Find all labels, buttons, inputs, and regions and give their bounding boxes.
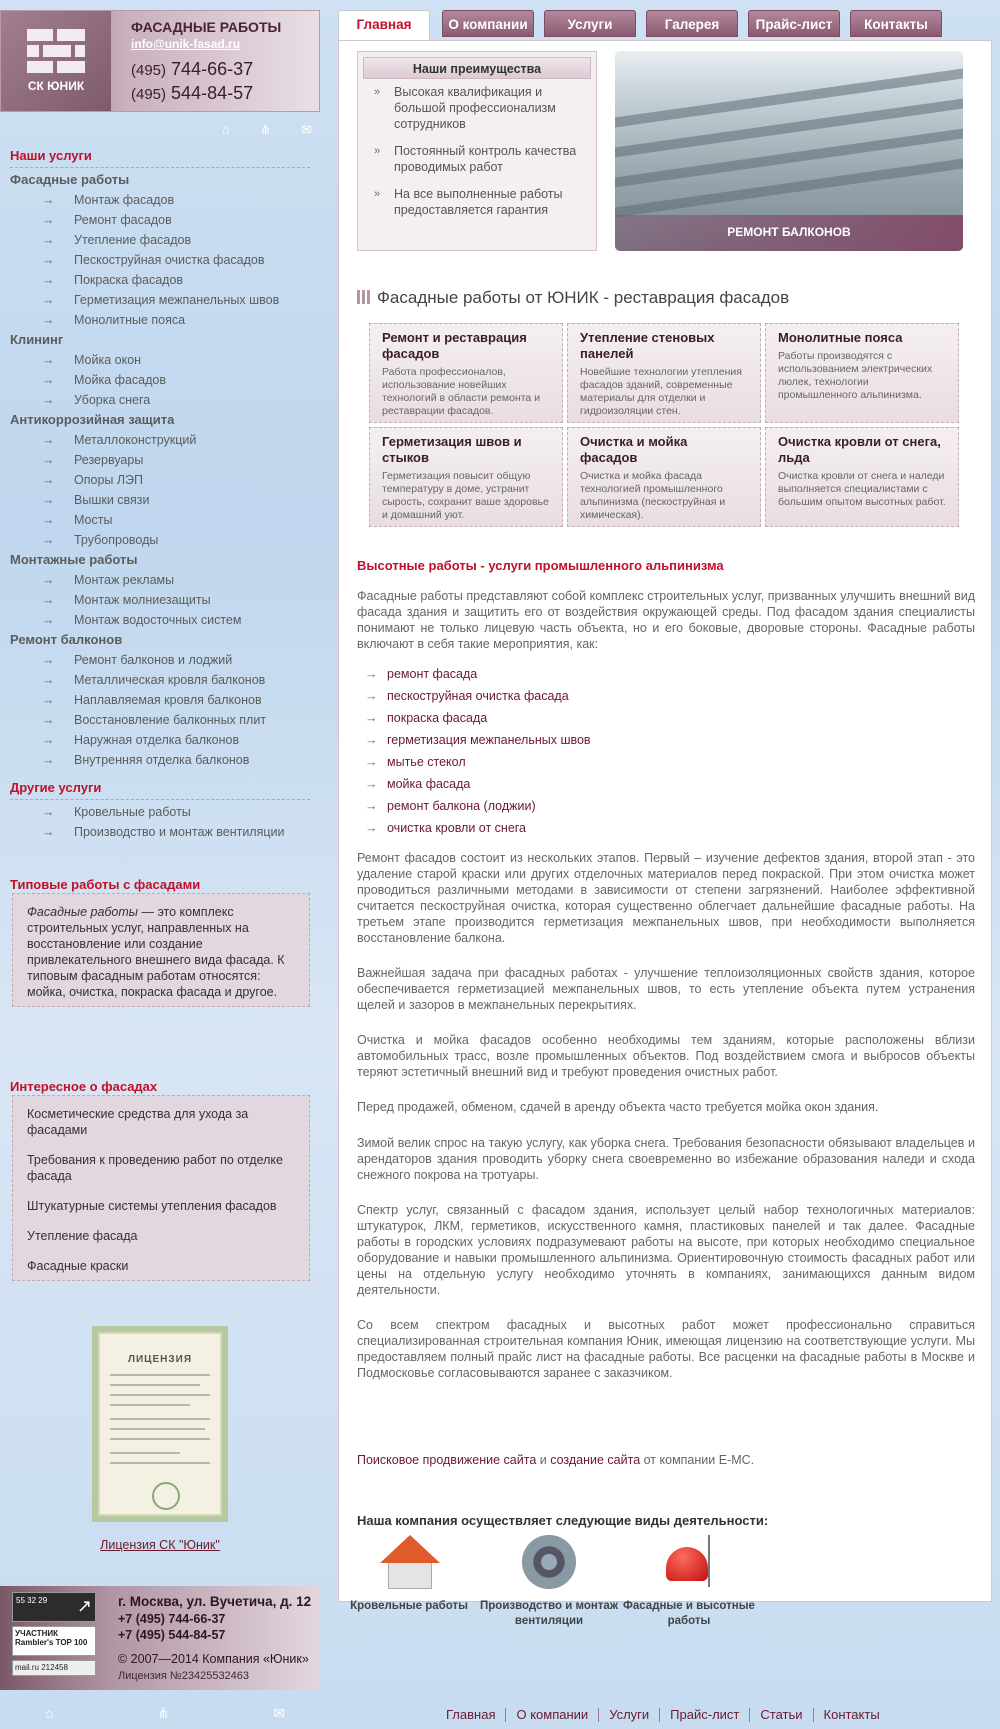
fan-icon: [514, 1535, 584, 1591]
menu-item[interactable]: [10, 230, 310, 250]
rambler-counter[interactable]: УЧАСТНИК Rambler's TOP 100: [12, 1626, 96, 1656]
page-title: Фасадные работы от ЮНИК - реставрация фасадов: [357, 288, 789, 308]
license-link[interactable]: Лицензия СК "Юник": [100, 1538, 220, 1552]
service-link[interactable]: герметизация межпанельных швов: [387, 733, 591, 747]
paragraph: Перед продажей, обменом, сдачей в аренду объекта часто требуется мойка окон здания.: [357, 1100, 879, 1114]
mailru-counter[interactable]: mail.ru 212458: [12, 1660, 96, 1676]
menu-item[interactable]: [10, 650, 310, 670]
article-link[interactable]: Требования к проведению работ по отделке фасада: [27, 1153, 283, 1183]
menu-item[interactable]: [10, 190, 310, 210]
menu-item-label: Резервуары: [74, 453, 144, 467]
interesting-title: Интересное о фасадах: [10, 1079, 158, 1094]
arrow-right-icon: →: [42, 513, 55, 527]
double-arrow-icon: »: [374, 145, 381, 157]
main-content: [338, 40, 992, 1627]
advantages-title: Наши преимущества: [363, 57, 591, 79]
paragraph: Зимой велик спрос на такую услугу, как уборка снега. Требования безопасности обязывают владельцев и арендаторов здания проводить уборку снега своевременно во избежание образования наледи и схода снежного покрова на тротуары.: [357, 1136, 975, 1182]
arrow-right-icon: →: [42, 253, 55, 267]
services-link-list: [357, 663, 757, 839]
service-card[interactable]: [567, 323, 761, 423]
advantage-text: Высокая квалификация и большой профессионализм сотрудников: [394, 85, 556, 131]
sitemap-icon[interactable]: ⋔: [260, 122, 271, 137]
phone-1: (495) 744-66-37: [131, 59, 254, 79]
menu-item-label: Монтаж молниезащиты: [74, 593, 211, 607]
list-item: [357, 773, 757, 795]
menu-item-label: Монтаж рекламы: [74, 573, 175, 587]
license-image[interactable]: [92, 1326, 228, 1522]
menu-item[interactable]: [10, 590, 310, 610]
footer-phone-1: +7 (495) 744-66-37: [118, 1612, 226, 1626]
menu-item-label: Мойка фасадов: [74, 373, 166, 387]
house-roof-icon: [374, 1535, 444, 1591]
menu-item[interactable]: [10, 690, 310, 710]
article-link[interactable]: Фасадные краски: [27, 1259, 129, 1273]
menu-item-label: Уборка снега: [74, 393, 151, 407]
service-card[interactable]: [369, 427, 563, 527]
arrow-right-icon: →: [42, 693, 55, 707]
footer-nav-link[interactable]: Статьи: [750, 1708, 813, 1722]
footer-phone-2: +7 (495) 544-84-57: [118, 1628, 226, 1642]
arrow-right-icon: →: [365, 689, 378, 703]
menu-item[interactable]: [10, 490, 310, 510]
service-card[interactable]: [369, 323, 563, 423]
article-link[interactable]: Утепление фасада: [27, 1229, 138, 1243]
menu-item[interactable]: [10, 350, 310, 370]
list-item: [357, 707, 757, 729]
service-card-title: Утепление стеновых панелей: [580, 330, 715, 361]
menu-item-label: Мосты: [74, 513, 113, 527]
services-menu: [10, 170, 310, 770]
arrow-right-icon: →: [42, 353, 55, 367]
service-link[interactable]: мытье стекол: [387, 755, 466, 769]
arrow-right-icon: →: [42, 433, 55, 447]
main-nav: [338, 10, 992, 40]
menu-item-label: Утепление фасадов: [74, 233, 192, 247]
arrow-right-icon: →: [42, 193, 55, 207]
menu-item-label: Металлоконструкций: [74, 433, 197, 447]
arrow-right-icon: →: [42, 673, 55, 687]
menu-item[interactable]: [10, 470, 310, 490]
footer-nav-link[interactable]: Прайс-лист: [660, 1708, 750, 1722]
bricks-logo-icon: [27, 29, 85, 77]
list-item: [357, 663, 757, 685]
arrow-right-icon: →: [365, 799, 378, 813]
double-arrow-icon: »: [374, 188, 381, 200]
menu-item-label: Металлическая кровля балконов: [74, 673, 266, 687]
typical-box: [12, 893, 310, 1007]
interesting-box: [12, 1095, 310, 1281]
footer-address: г. Москва, ул. Вучетича, д. 12: [118, 1594, 312, 1609]
menu-item-label: Покраска фасадов: [74, 273, 184, 287]
home-icon[interactable]: ⌂: [222, 122, 230, 137]
menu-item[interactable]: [10, 390, 310, 410]
menu-item[interactable]: [10, 250, 310, 270]
tab-3[interactable]: Услуги: [544, 10, 636, 37]
service-card-title: Очистка и мойка фасадов: [580, 434, 688, 465]
menu-item-label: Внутренняя отделка балконов: [74, 753, 250, 767]
services-title: Наши услуги: [10, 148, 310, 168]
arrow-right-icon: →: [42, 573, 55, 587]
menu-category[interactable]: Ремонт балконов: [10, 632, 123, 647]
footer-license: Лицензия №23425532463: [118, 1670, 250, 1682]
arrow-right-icon: →: [365, 711, 378, 725]
arrow-right-icon: →: [42, 733, 55, 747]
arrow-right-icon: →: [42, 593, 55, 607]
menu-item[interactable]: [10, 370, 310, 390]
menu-item[interactable]: [10, 670, 310, 690]
arrow-icon: ↗: [76, 1596, 92, 1616]
top-icons: [222, 122, 312, 138]
arrow-right-icon: →: [42, 713, 55, 727]
arrow-right-icon: →: [365, 821, 378, 835]
menu-item-label: Герметизация межпанельных швов: [74, 293, 280, 307]
service-card-desc: Герметизация повысит общую температуру в доме, устранит сырость, сохранит ваше здоровье и домашний уют.: [382, 470, 549, 521]
footer-nav: [446, 1708, 890, 1722]
service-card[interactable]: [765, 427, 959, 527]
menu-category[interactable]: Клининг: [10, 332, 64, 347]
arrow-right-icon: →: [42, 393, 55, 407]
activity-facade-high[interactable]: Фасадные и высотные работы: [619, 1535, 759, 1629]
service-card-title: Монолитные пояса: [778, 330, 903, 345]
mail-icon[interactable]: ✉: [301, 122, 312, 137]
menu-item[interactable]: [10, 310, 310, 330]
arrow-right-icon: →: [42, 313, 55, 327]
menu-item[interactable]: [10, 290, 310, 310]
list-item: [357, 751, 757, 773]
menu-item[interactable]: [10, 430, 310, 450]
paragraph: Важнейшая задача при фасадных работах - улучшение теплоизоляционных свойств здания, которое обеспечивается герметизацией межпанельных швов, то есть утепление объекта путем устранения щелей и зазоров в межпанельных перекрытиях.: [357, 966, 975, 1012]
home-icon[interactable]: ⌂: [45, 1705, 54, 1721]
tab-6[interactable]: Контакты: [850, 10, 942, 37]
service-card-desc: Новейшие технологии утепления фасадов зданий, современные материалы для отделки и гидроизоляции стен.: [580, 366, 742, 417]
intro-text: Фасадные работы представляют собой комплекс строительных услуг, призванных улучшить внешний вид фасада здания и защитить его от воздействия окружающей среды. Под фасадом здания специалисты понимают не только лицевую часть объекта, но и его боковые, дворовые стороны. Фасадные работы включают в себя такие мероприятия, как:: [357, 589, 975, 651]
paragraph: Очистка и мойка фасадов особенно необходимы тем зданиям, которые расположены вблизи автомобильных трасс, возле промышленных объектов. Под воздействием смога и выбросов объекты теряют эстетичный внешний вид и требуют проведения очистных работ.: [357, 1033, 975, 1079]
arrow-right-icon: →: [42, 753, 55, 767]
article-link[interactable]: Штукатурные системы утепления фасадов: [27, 1199, 277, 1213]
menu-item[interactable]: [10, 210, 310, 230]
arrow-right-icon: →: [42, 473, 55, 487]
service-link[interactable]: мойка фасада: [387, 777, 471, 791]
list-item: [357, 817, 757, 839]
activities-title: Наша компания осуществляет следующие виды деятельности:: [357, 1513, 769, 1528]
menu-item-label: Восстановление балконных плит: [74, 713, 267, 727]
arrow-right-icon: →: [42, 653, 55, 667]
service-card[interactable]: [765, 323, 959, 423]
paragraph: Спектр услуг, связанный с фасадом здания, использует целый набор технологичных материалов: штукатурок, ЛКМ, герметиков, искусственного камня, пластиковых панелей и так далее. Фасадные работы в городских условиях подразумевают работы на высоте, при которых необходимо специальное оборудование и навыки промышленного альпинизма. Ориентировочную стоимость фасадных работ или цены на отдельную услугу необходимо уточнять в компаниях, занимающихся данным видом деятельности.: [357, 1203, 975, 1297]
menu-category[interactable]: Монтажные работы: [10, 552, 138, 567]
arrow-right-icon: →: [42, 825, 55, 839]
other-services-menu: [10, 802, 310, 842]
arrow-right-icon: →: [365, 667, 378, 681]
list-item: [357, 729, 757, 751]
arrow-right-icon: →: [365, 777, 378, 791]
section-title: Высотные работы - услуги промышленного альпинизма: [357, 558, 724, 573]
arrow-right-icon: →: [42, 373, 55, 387]
menu-item[interactable]: [10, 450, 310, 470]
license-image-caption: ЛИЦЕНЗИЯ: [127, 1354, 193, 1365]
menu-item-label: Мойка окон: [74, 353, 142, 367]
mail-icon[interactable]: ✉: [273, 1705, 285, 1721]
site-creation-link[interactable]: создание сайта: [550, 1453, 641, 1467]
tab-5[interactable]: Прайс-лист: [748, 10, 840, 37]
menu-item[interactable]: [10, 530, 310, 550]
arrow-right-icon: →: [42, 273, 55, 287]
menu-item-label: Ремонт балконов и лоджий: [74, 653, 233, 667]
service-link[interactable]: очистка кровли от снега: [387, 821, 527, 835]
helmet-icon: [654, 1535, 724, 1591]
menu-item-label: Кровельные работы: [74, 805, 191, 819]
service-link[interactable]: покраска фасада: [387, 711, 488, 725]
site-title: ФАСАДНЫЕ РАБОТЫ: [131, 19, 282, 35]
seal-icon: [152, 1482, 180, 1510]
tab-2[interactable]: О компании: [442, 10, 534, 37]
menu-item-label: Монтаж фасадов: [74, 193, 175, 207]
activity-roofing[interactable]: Кровельные работы: [339, 1535, 479, 1614]
balcony-photo[interactable]: [615, 51, 963, 251]
logo-text: СК ЮНИК: [27, 79, 85, 93]
menu-item[interactable]: [10, 270, 310, 290]
menu-item[interactable]: [10, 710, 310, 730]
bottom-icons: [45, 1705, 285, 1722]
arrow-right-icon: →: [42, 493, 55, 507]
arrow-right-icon: →: [42, 613, 55, 627]
double-arrow-icon: »: [374, 86, 381, 98]
typical-text: Фасадные работы — это комплекс строительных услуг, направленных на восстановление или создание привлекательного внешнего вида фасада. К типовым фасадным работам относятся: мойка, очистка, покраска фасада и другое.: [27, 905, 285, 999]
arrow-right-icon: →: [42, 453, 55, 467]
menu-item-label: Монтаж водосточных систем: [74, 613, 242, 627]
service-card-title: Очистка кровли от снега, льда: [778, 434, 941, 465]
arrow-right-icon: →: [42, 213, 55, 227]
service-card-title: Ремонт и реставрация фасадов: [382, 330, 527, 361]
header-logo-box: [0, 10, 320, 112]
menu-item-label: Опоры ЛЭП: [74, 473, 144, 487]
arrow-right-icon: →: [42, 293, 55, 307]
service-card-desc: Работы производятся с использованием электрических люлек, технологии промышленного альпинизма.: [778, 350, 933, 401]
menu-item[interactable]: [10, 802, 310, 822]
footer-nav-link[interactable]: Услуги: [599, 1708, 660, 1722]
arrow-right-icon: →: [42, 805, 55, 819]
service-link[interactable]: пескоструйная очистка фасада: [387, 689, 569, 703]
paragraph: Ремонт фасадов состоит из нескольких этапов. Первый – изучение дефектов здания, второй этап - это удаление старой краски или других отделочных материалов перед покраской. При этом очистка может проводиться различными методами в зависимости от степени загрязнений. Наиболее эффективной считается пескоструйная очистка, которая существенно облегчает дальнейшие фасадные работы. На третьем этапе производится герметизация межпанельных швов, при необходимости выполняется восстановление балкона.: [357, 851, 975, 945]
list-item: [357, 795, 757, 817]
paragraph: Со всем спектром фасадных и высотных работ может профессионально справиться специализированная строительная компания Юник, имеющая лицензию на соответствующие услуги. Мы предоставляем полный прайс лист на фасадные работы. Все расценки на фасадные работы в Москве и Подмосковье согласовываются заранее с заказчиком.: [357, 1318, 975, 1380]
menu-item[interactable]: [10, 610, 310, 630]
menu-item-label: Монолитные пояса: [74, 313, 186, 327]
service-card-title: Герметизация швов и стыков: [382, 434, 522, 465]
activity-ventilation[interactable]: Производство и монтаж вентиляции: [479, 1535, 619, 1629]
service-link[interactable]: ремонт балкона (лоджии): [387, 799, 536, 813]
tab-4[interactable]: Галерея: [646, 10, 738, 37]
menu-item[interactable]: [10, 822, 310, 842]
phone-2: (495) 544-84-57: [131, 83, 254, 103]
list-item: [357, 685, 757, 707]
menu-item-label: Ремонт фасадов: [74, 213, 172, 227]
footer-nav-link[interactable]: Главная: [446, 1708, 506, 1722]
liveinternet-counter[interactable]: 55 32 29 ↗: [12, 1592, 96, 1622]
menu-item-label: Наружная отделка балконов: [74, 733, 240, 747]
advantage-text: Постоянный контроль качества проводимых работ: [394, 144, 577, 174]
footer-nav-link[interactable]: Контакты: [823, 1707, 880, 1722]
menu-item[interactable]: [10, 730, 310, 750]
email-link[interactable]: info@unik-fasad.ru: [131, 37, 241, 51]
menu-item-label: Трубопроводы: [74, 533, 159, 547]
advantage-item: [358, 143, 596, 175]
logo[interactable]: [1, 11, 111, 111]
service-link[interactable]: ремонт фасада: [387, 667, 478, 681]
menu-item-label: Наплавляемая кровля балконов: [74, 693, 262, 707]
service-card-desc: Очистка и мойка фасада технологией промышленного альпинизма (пескоструйная и химическая).: [580, 470, 726, 521]
footer-nav-link[interactable]: О компании: [506, 1708, 599, 1722]
arrow-right-icon: →: [42, 233, 55, 247]
seo-link[interactable]: Поисковое продвижение сайта: [357, 1453, 537, 1467]
tab-1[interactable]: Главная: [338, 10, 430, 41]
arrow-right-icon: →: [365, 755, 378, 769]
menu-category[interactable]: Антикоррозийная защита: [10, 412, 175, 427]
footer-contacts: [0, 1586, 320, 1690]
service-card[interactable]: [567, 427, 761, 527]
advantage-item: [358, 84, 596, 132]
menu-item[interactable]: [10, 570, 310, 590]
menu-item[interactable]: [10, 510, 310, 530]
other-services-title: Другие услуги: [10, 780, 310, 800]
sitemap-icon[interactable]: ⋔: [157, 1705, 170, 1721]
article-link[interactable]: Косметические средства для ухода за фасадами: [27, 1107, 249, 1137]
menu-item-label: Пескоструйная очистка фасадов: [74, 253, 265, 267]
photo-caption: РЕМОНТ БАЛКОНОВ: [615, 215, 963, 251]
arrow-right-icon: →: [42, 533, 55, 547]
menu-item-label: Производство и монтаж вентиляции: [74, 825, 285, 839]
service-card-desc: Работа профессионалов, использование новейших технологий в области ремонта и реставрации фасадов.: [382, 366, 541, 417]
seo-line: Поисковое продвижение сайта и создание сайта от компании Е-МС.: [357, 1453, 755, 1467]
menu-item[interactable]: [10, 750, 310, 770]
copyright: © 2007—2014 Компания «Юник»: [118, 1652, 309, 1666]
menu-category[interactable]: Фасадные работы: [10, 172, 130, 187]
menu-item-label: Вышки связи: [74, 493, 150, 507]
advantages-box: [357, 51, 597, 251]
service-card-desc: Очистка кровли от снега и наледи выполняется специалистами с большим опытом высотных работ.: [778, 470, 946, 508]
advantage-text: На все выполненные работы предоставляется гарантия: [394, 187, 563, 217]
typical-title: Типовые работы с фасадами: [10, 877, 201, 892]
title-bars-icon: [357, 290, 371, 304]
advantage-item: [358, 186, 596, 218]
arrow-right-icon: →: [365, 733, 378, 747]
